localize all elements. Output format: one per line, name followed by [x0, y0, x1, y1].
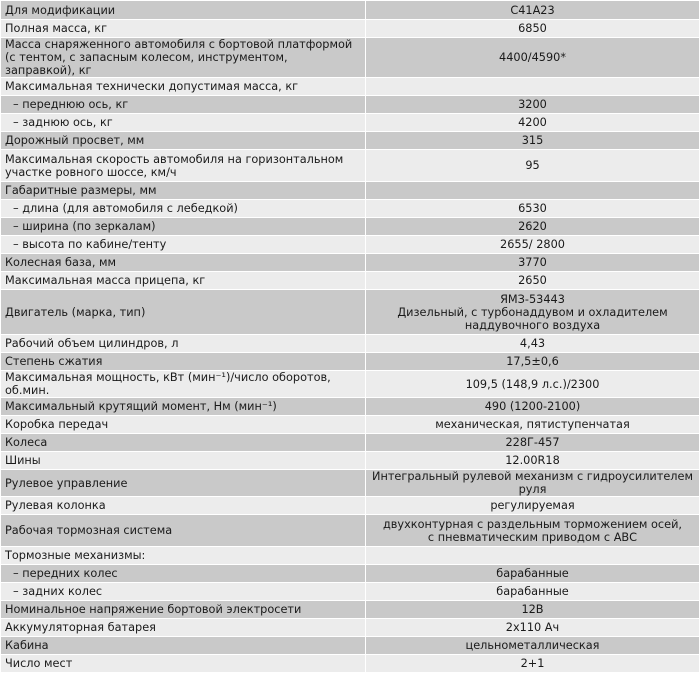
spec-value: барабанные: [366, 583, 700, 601]
spec-value: 315: [366, 132, 700, 150]
spec-value: 4400/4590*: [366, 38, 700, 78]
spec-value: 17,5±0,6: [366, 353, 700, 371]
spec-value: [366, 78, 700, 96]
spec-value: 2655/ 2800: [366, 236, 700, 254]
spec-label: Шины: [1, 452, 366, 470]
spec-label: Дорожный просвет, мм: [1, 132, 366, 150]
spec-row: [1, 200, 700, 218]
spec-row: [1, 150, 700, 182]
spec-label: – длина (для автомобиля с лебедкой): [1, 200, 366, 218]
spec-row: [1, 254, 700, 272]
spec-row: [1, 619, 700, 637]
spec-row: [1, 547, 700, 565]
spec-value: 3770: [366, 254, 700, 272]
spec-row: [1, 371, 700, 398]
spec-value: барабанные: [366, 565, 700, 583]
spec-label: Рабочая тормозная система: [1, 515, 366, 547]
spec-value: 12В: [366, 601, 700, 619]
spec-value: ЯМЗ-53443 Дизельный, с турбонаддувом и охладителем наддувочного воздуха: [366, 290, 700, 335]
spec-row: [1, 470, 700, 497]
spec-label: – заднюю ось, кг: [1, 114, 366, 132]
specifications-table-body: [1, 1, 700, 673]
spec-row: [1, 182, 700, 200]
spec-value: 6850: [366, 20, 700, 38]
spec-value: 12.00R18: [366, 452, 700, 470]
spec-value: 2650: [366, 272, 700, 290]
spec-row: [1, 20, 700, 38]
spec-label: Двигатель (марка, тип): [1, 290, 366, 335]
spec-value: механическая, пятиступенчатая: [366, 416, 700, 434]
spec-label: Полная масса, кг: [1, 20, 366, 38]
spec-label: Число мест: [1, 655, 366, 673]
spec-row: [1, 601, 700, 619]
spec-row: [1, 290, 700, 335]
spec-row: [1, 497, 700, 515]
spec-value: 3200: [366, 96, 700, 114]
spec-label: Рулевое управление: [1, 470, 366, 497]
spec-label: Для модификации: [1, 1, 366, 20]
spec-row: [1, 398, 700, 416]
spec-value: 109,5 (148,9 л.с.)/2300: [366, 371, 700, 398]
spec-label: Масса снаряженного автомобиля с бортовой платформой (с тентом, с запасным колесом, инструментом, заправкой), кг: [1, 38, 366, 78]
spec-row: [1, 78, 700, 96]
spec-label: – задних колес: [1, 583, 366, 601]
spec-row: [1, 236, 700, 254]
spec-row: [1, 132, 700, 150]
spec-row: [1, 1, 700, 20]
spec-value: [366, 547, 700, 565]
spec-row: [1, 452, 700, 470]
spec-value: двухконтурная с раздельным торможением осей, с пневматическим приводом с АВС: [366, 515, 700, 547]
spec-label: Степень сжатия: [1, 353, 366, 371]
spec-value: 2+1: [366, 655, 700, 673]
spec-row: [1, 114, 700, 132]
spec-label: Тормозные механизмы:: [1, 547, 366, 565]
spec-value: Интегральный рулевой механизм с гидроусилителем руля: [366, 470, 700, 497]
spec-label: Колесная база, мм: [1, 254, 366, 272]
spec-value: регулируемая: [366, 497, 700, 515]
spec-row: [1, 565, 700, 583]
spec-label: Коробка передач: [1, 416, 366, 434]
spec-row: [1, 655, 700, 673]
spec-value: 228Г-457: [366, 434, 700, 452]
spec-value: 95: [366, 150, 700, 182]
spec-row: [1, 434, 700, 452]
spec-label: – переднюю ось, кг: [1, 96, 366, 114]
spec-row: [1, 218, 700, 236]
spec-value: цельнометаллическая: [366, 637, 700, 655]
spec-row: [1, 416, 700, 434]
spec-value: 4200: [366, 114, 700, 132]
spec-row: [1, 272, 700, 290]
spec-label: Кабина: [1, 637, 366, 655]
spec-label: Габаритные размеры, мм: [1, 182, 366, 200]
spec-label: Аккумуляторная батарея: [1, 619, 366, 637]
spec-label: Максимальная технически допустимая масса, кг: [1, 78, 366, 96]
spec-label: Рабочий объем цилиндров, л: [1, 335, 366, 353]
spec-value: 490 (1200-2100): [366, 398, 700, 416]
spec-row: [1, 335, 700, 353]
spec-label: Номинальное напряжение бортовой электросети: [1, 601, 366, 619]
spec-row: [1, 38, 700, 78]
spec-value: [366, 182, 700, 200]
spec-row: [1, 353, 700, 371]
spec-label: Максимальная масса прицепа, кг: [1, 272, 366, 290]
spec-label: Максимальная скорость автомобиля на горизонтальном участке ровного шоссе, км/ч: [1, 150, 366, 182]
spec-label: Максимальный крутящий момент, Нм (мин⁻¹): [1, 398, 366, 416]
spec-label: Максимальная мощность, кВт (мин⁻¹)/число оборотов, об.мин.: [1, 371, 366, 398]
spec-label: – высота по кабине/тенту: [1, 236, 366, 254]
spec-value: 2620: [366, 218, 700, 236]
spec-value: 2х110 Ач: [366, 619, 700, 637]
spec-row: [1, 96, 700, 114]
spec-row: [1, 515, 700, 547]
spec-label: Колеса: [1, 434, 366, 452]
spec-value: 4,43: [366, 335, 700, 353]
spec-label: – передних колес: [1, 565, 366, 583]
spec-value: 6530: [366, 200, 700, 218]
spec-value: С41А23: [366, 1, 700, 20]
spec-row: [1, 583, 700, 601]
spec-row: [1, 637, 700, 655]
spec-label: Рулевая колонка: [1, 497, 366, 515]
spec-label: – ширина (по зеркалам): [1, 218, 366, 236]
